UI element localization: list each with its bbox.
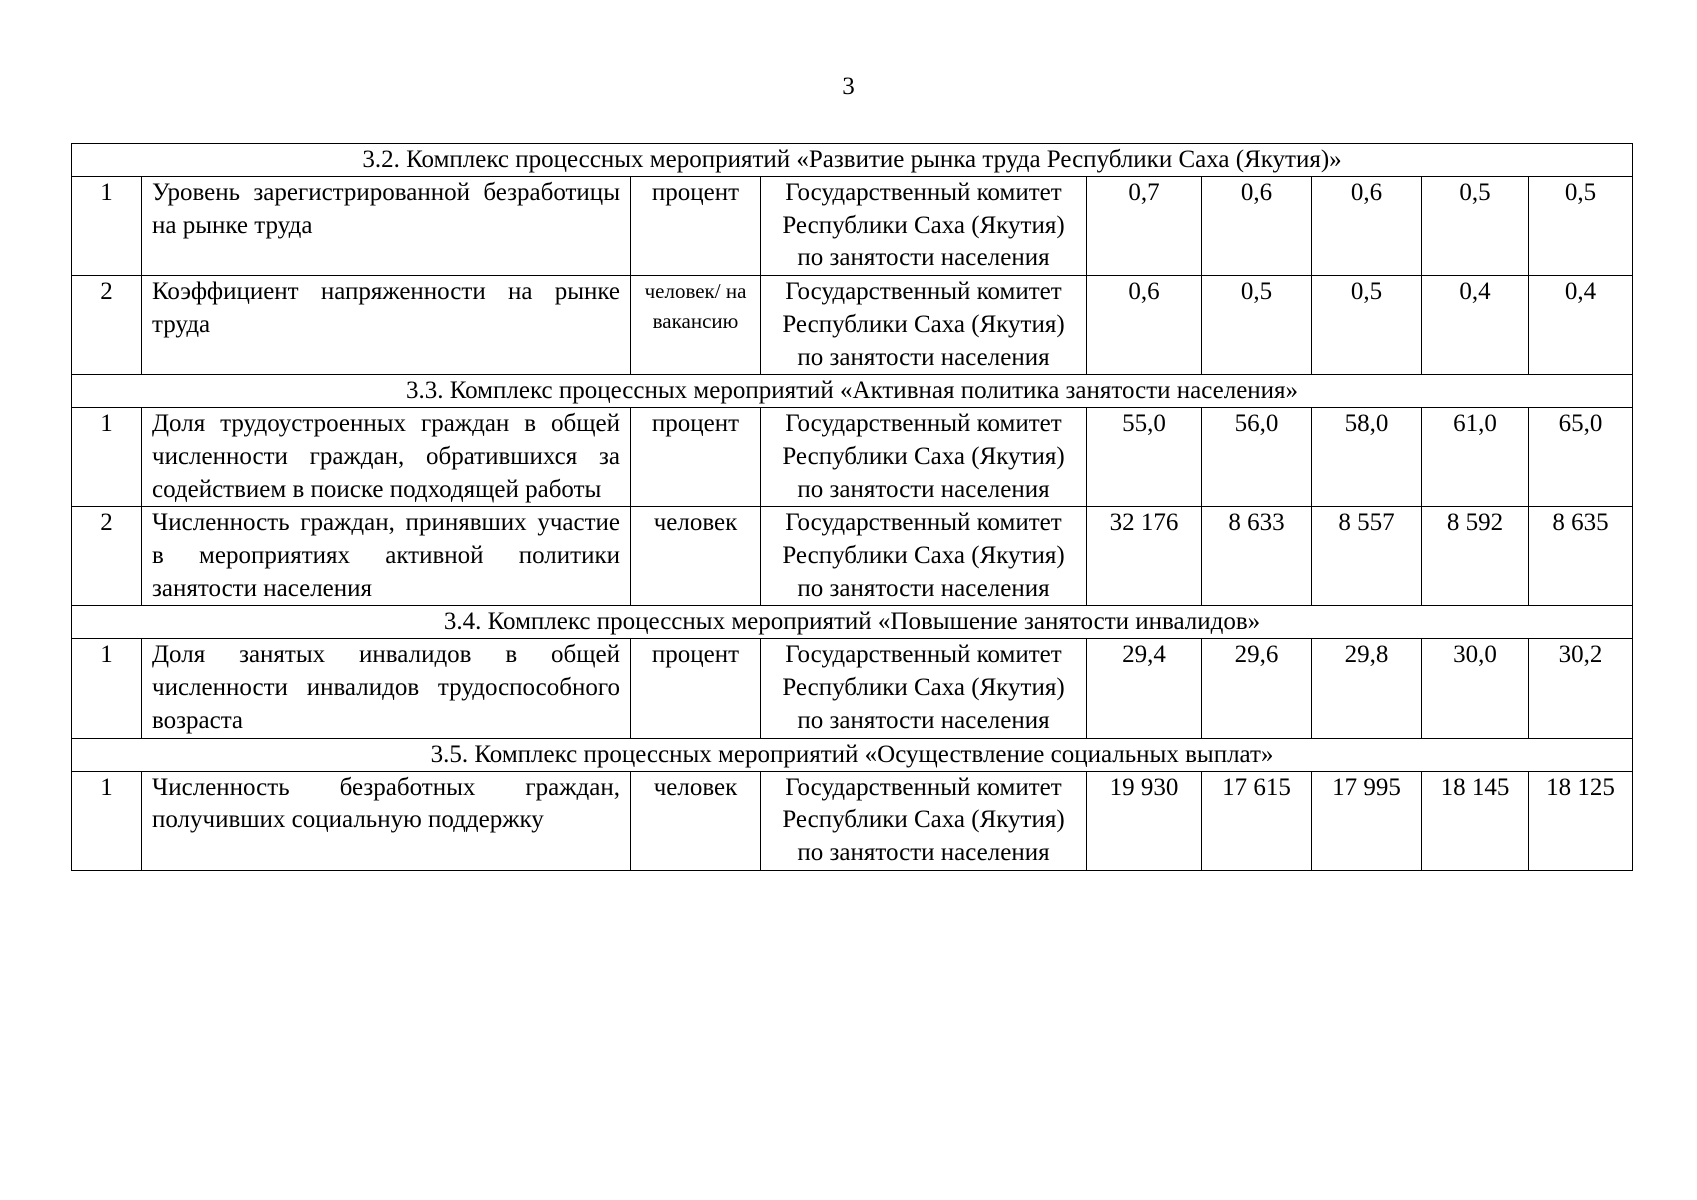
responsible-organization-text: Государственный комитет Республики Саха (Якутия) по занятости населения [782,179,1065,272]
unit-of-measure: человек/ на вакансию [631,276,761,375]
table-row [72,276,1633,375]
responsible-organization-text: Государственный комитет Республики Саха (Якутия) по занятости населения [782,410,1065,503]
responsible-organization-text: Государственный комитет Республики Саха (Якутия) по занятости населения [782,641,1065,734]
value-cell: 8 635 [1529,507,1633,606]
responsible-organization-text: Государственный комитет Республики Саха (Якутия) по занятости населения [782,773,1065,866]
responsible-organization [761,276,1087,375]
responsible-organization [761,771,1087,870]
value-cell: 58,0 [1312,408,1422,507]
value-cell: 0,6 [1202,177,1312,276]
indicator-name: Коэффициент напряженности на рынке труда [142,276,631,375]
value-cell: 61,0 [1422,408,1529,507]
value-cell: 19 930 [1087,771,1202,870]
row-number: 2 [72,507,142,606]
value-cell: 30,0 [1422,639,1529,738]
value-cell: 17 995 [1312,771,1422,870]
responsible-organization-text: Государственный комитет Республики Саха (Якутия) по занятости населения [782,509,1065,602]
section-header-row [72,606,1633,639]
section-title: 3.5. Комплекс процессных мероприятий «Осуществление социальных выплат» [72,738,1633,771]
table-row [72,507,1633,606]
value-cell: 29,6 [1202,639,1312,738]
value-cell: 17 615 [1202,771,1312,870]
row-number: 2 [72,276,142,375]
value-cell: 65,0 [1529,408,1633,507]
unit-of-measure: человек [631,507,761,606]
table-row [72,771,1633,870]
section-title: 3.3. Комплекс процессных мероприятий «Активная политика занятости населения» [72,375,1633,408]
unit-of-measure: процент [631,177,761,276]
value-cell: 55,0 [1087,408,1202,507]
value-cell: 0,5 [1312,276,1422,375]
row-number: 1 [72,408,142,507]
responsible-organization [761,507,1087,606]
unit-of-measure: человек [631,771,761,870]
table-row [72,639,1633,738]
value-cell: 0,4 [1422,276,1529,375]
section-header-row [72,738,1633,771]
table-row [72,177,1633,276]
value-cell: 0,4 [1529,276,1633,375]
indicator-name: Численность граждан, принявших участие в мероприятиях активной политики занятости населения [142,507,631,606]
indicator-name: Уровень зарегистрированной безработицы на рынке труда [142,177,631,276]
page-number: 3 [842,73,855,100]
value-cell: 18 145 [1422,771,1529,870]
value-cell: 29,4 [1087,639,1202,738]
value-cell: 30,2 [1529,639,1633,738]
indicator-name: Доля занятых инвалидов в общей численности инвалидов трудоспособного возраста [142,639,631,738]
value-cell: 8 592 [1422,507,1529,606]
section-header-row [72,375,1633,408]
row-number: 1 [72,177,142,276]
responsible-organization-text: Государственный комитет Республики Саха (Якутия) по занятости населения [782,278,1065,371]
value-cell: 32 176 [1087,507,1202,606]
value-cell: 8 633 [1202,507,1312,606]
value-cell: 0,6 [1312,177,1422,276]
value-cell: 0,6 [1087,276,1202,375]
indicator-name: Численность безработных граждан, получивших социальную поддержку [142,771,631,870]
value-cell: 29,8 [1312,639,1422,738]
section-title: 3.2. Комплекс процессных мероприятий «Развитие рынка труда Республики Саха (Якутия)» [72,144,1633,177]
responsible-organization [761,408,1087,507]
section-title: 3.4. Комплекс процессных мероприятий «Повышение занятости инвалидов» [72,606,1633,639]
unit-of-measure: процент [631,639,761,738]
table-row [72,408,1633,507]
indicators-table [71,143,1633,871]
section-header-row [72,144,1633,177]
row-number: 1 [72,771,142,870]
value-cell: 0,7 [1087,177,1202,276]
unit-of-measure: процент [631,408,761,507]
responsible-organization [761,639,1087,738]
value-cell: 0,5 [1202,276,1312,375]
value-cell: 0,5 [1529,177,1633,276]
value-cell: 8 557 [1312,507,1422,606]
value-cell: 0,5 [1422,177,1529,276]
responsible-organization [761,177,1087,276]
value-cell: 56,0 [1202,408,1312,507]
indicator-name: Доля трудоустроенных граждан в общей численности граждан, обратившихся за содействием в поиске подходящей работы [142,408,631,507]
value-cell: 18 125 [1529,771,1633,870]
row-number: 1 [72,639,142,738]
